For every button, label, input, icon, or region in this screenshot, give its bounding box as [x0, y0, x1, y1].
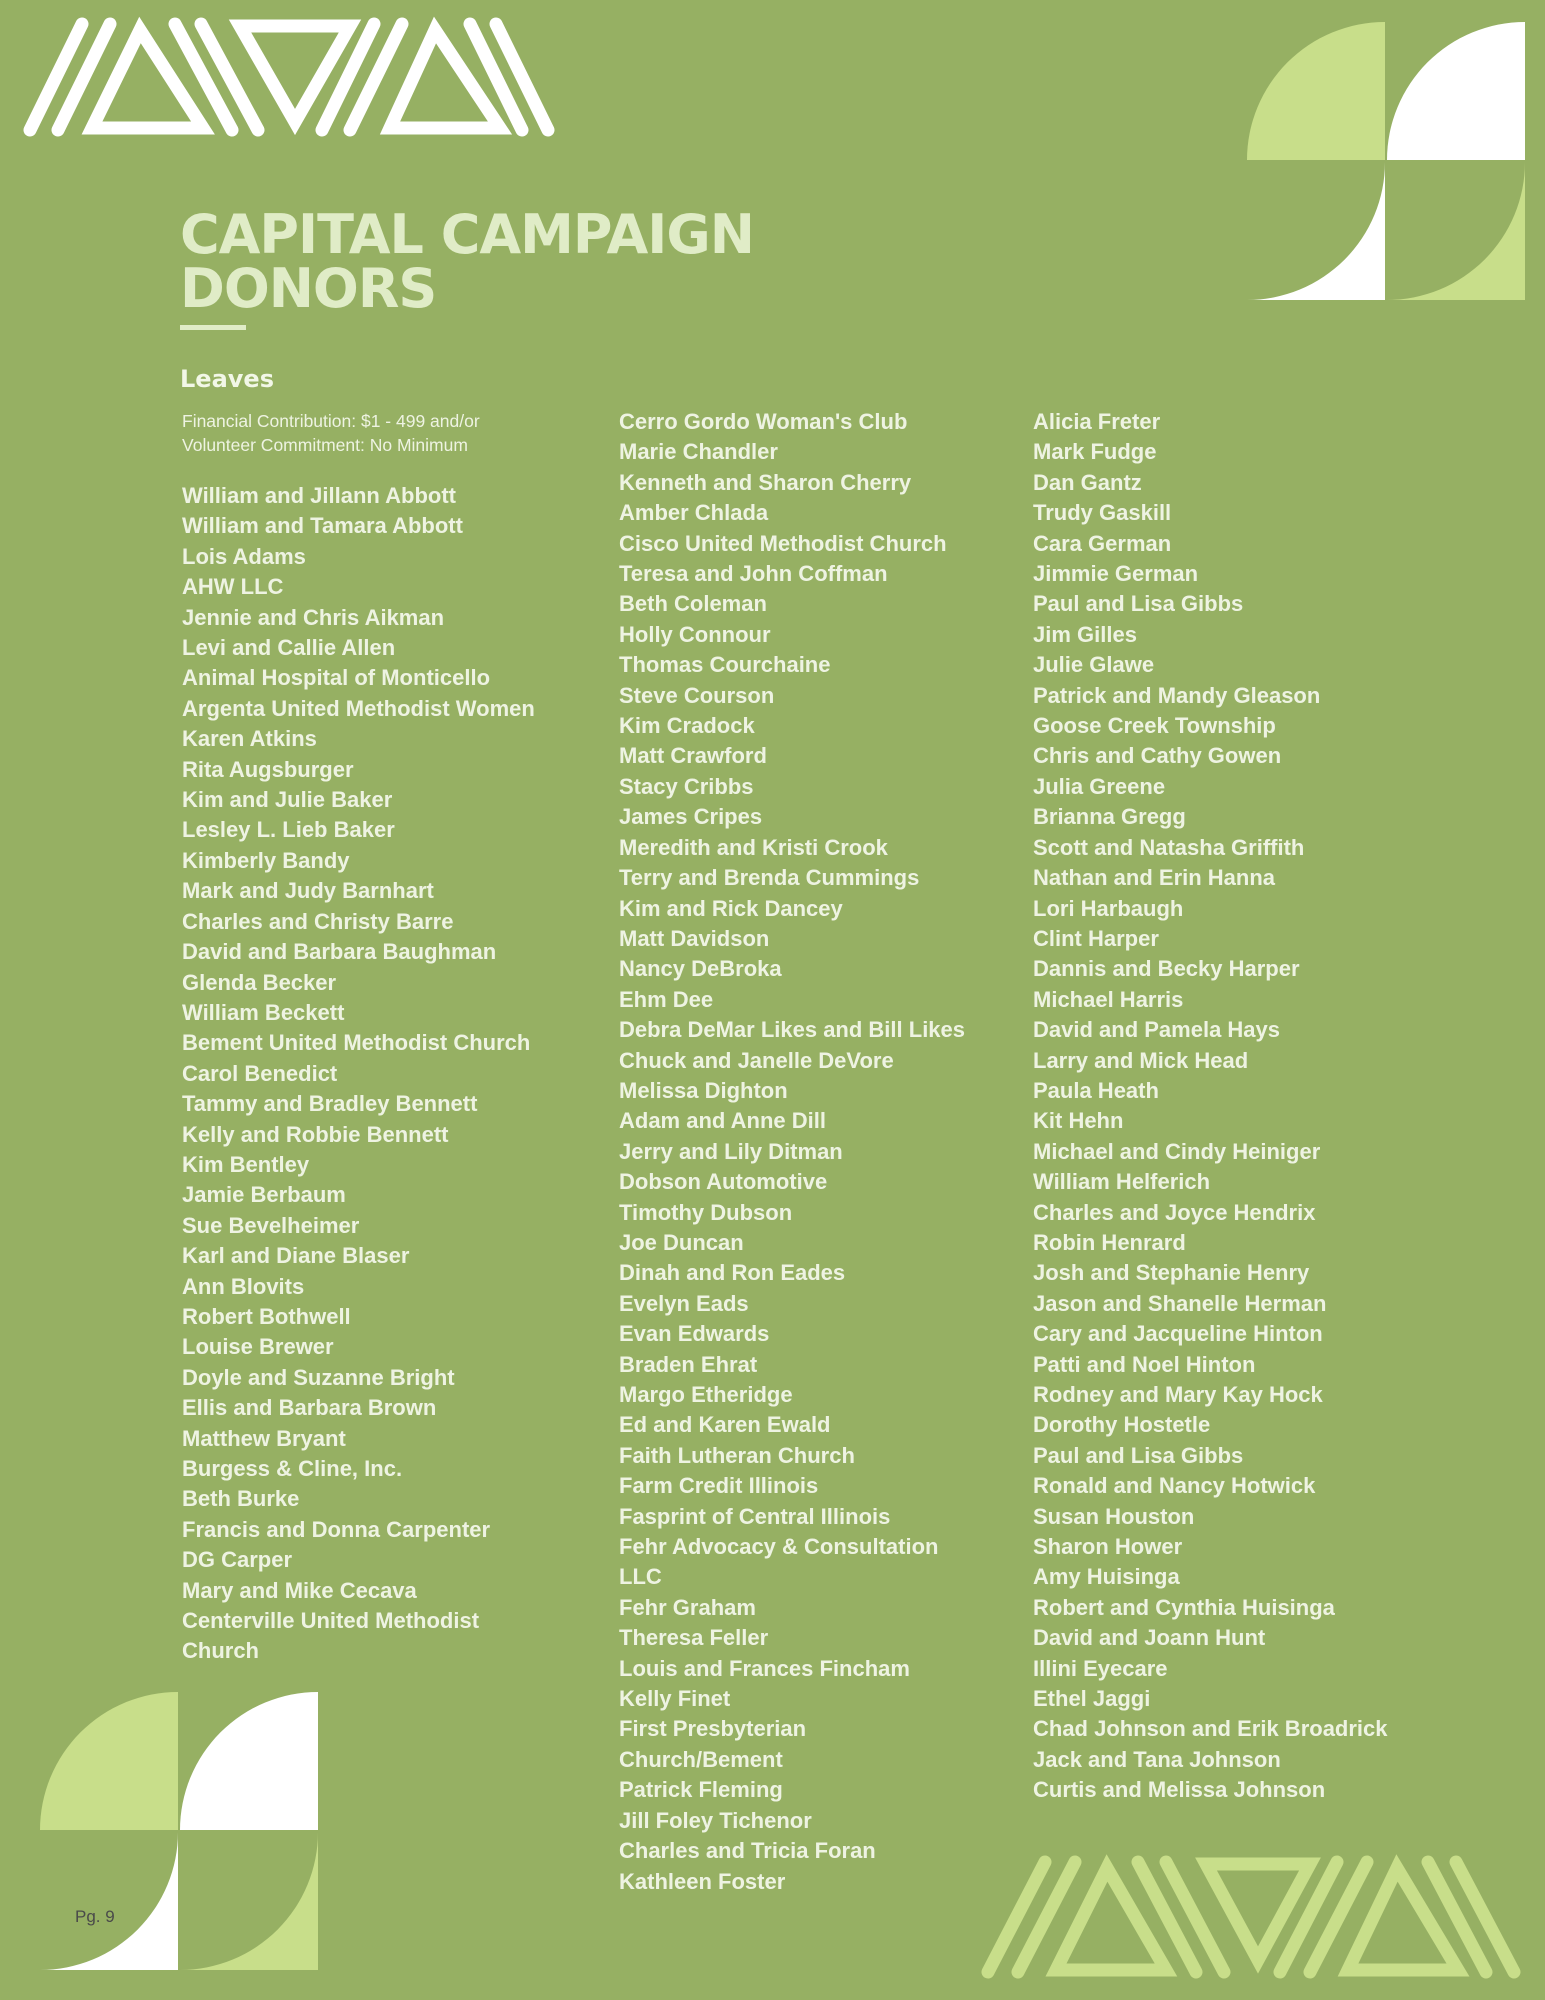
- donor-name: Rita Augsburger: [182, 756, 354, 782]
- donor-name: Kelly and Robbie Bennett: [182, 1121, 449, 1147]
- donor-name: AHW LLC: [182, 574, 284, 600]
- donor-name: Jack and Tana Johnson: [1033, 1746, 1281, 1772]
- donor-list-column-1: [182, 481, 535, 1667]
- donor-name: Kim and Julie Baker: [182, 787, 393, 813]
- top-right-quarter-circle-pattern: [1247, 22, 1525, 300]
- donor-name: Church: [182, 1638, 259, 1664]
- donor-name: Kim and Rick Dancey: [619, 895, 843, 921]
- donor-name: Fehr Graham: [619, 1594, 756, 1620]
- donor-name: Glenda Becker: [182, 969, 337, 995]
- donor-name: Charles and Tricia Foran: [619, 1838, 876, 1864]
- donor-name: Cerro Gordo Woman's Club: [619, 409, 908, 434]
- donor-name: Kathleen Foster: [619, 1868, 786, 1894]
- donor-name: Jimmie German: [1033, 561, 1199, 587]
- donor-name: Larry and Mick Head: [1033, 1047, 1249, 1073]
- page-title-line1: CAPITAL CAMPAIGN: [180, 203, 754, 266]
- donor-name: Francis and Donna Carpenter: [182, 1516, 491, 1542]
- donor-name: Marie Chandler: [619, 439, 778, 465]
- donor-name: Ed and Karen Ewald: [619, 1412, 831, 1438]
- donor-name: Braden Ehrat: [619, 1351, 758, 1377]
- donor-name: Levi and Callie Allen: [182, 635, 396, 661]
- financial-criteria: Financial Contribution: $1 - 499 and/or: [182, 411, 480, 431]
- donor-name: Tammy and Bradley Bennett: [182, 1091, 478, 1117]
- donor-name: Bement United Methodist Church: [182, 1030, 531, 1056]
- donor-name: LLC: [619, 1564, 662, 1590]
- donor-name: Charles and Joyce Hendrix: [1033, 1199, 1316, 1225]
- donor-name: Kit Hehn: [1033, 1108, 1124, 1134]
- donor-name: Patrick and Mandy Gleason: [1033, 682, 1321, 708]
- bottom-left-quarter-circle-pattern: [40, 1692, 318, 1970]
- donor-name: Robert Bothwell: [182, 1303, 351, 1329]
- donor-name: Patrick Fleming: [619, 1777, 783, 1803]
- donor-name: Ronald and Nancy Hotwick: [1033, 1473, 1316, 1499]
- donor-name: Faith Lutheran Church: [619, 1442, 855, 1468]
- donor-name: Mark and Judy Barnhart: [182, 878, 434, 904]
- donor-name: Kim Cradock: [619, 713, 755, 739]
- donor-name: Argenta United Methodist Women: [182, 695, 535, 721]
- donor-name: William Helferich: [1033, 1169, 1211, 1195]
- donor-name: Goose Creek Township: [1033, 713, 1276, 739]
- donor-name: Michael and Cindy Heiniger: [1033, 1138, 1321, 1164]
- donor-name: Dorothy Hostetle: [1033, 1412, 1211, 1438]
- donor-name: Robin Henrard: [1033, 1229, 1186, 1255]
- donor-name: William Beckett: [182, 999, 345, 1025]
- donor-name: Cary and Jacqueline Hinton: [1033, 1321, 1323, 1347]
- donor-name: Teresa and John Coffman: [619, 561, 888, 587]
- donor-name: Scott and Natasha Griffith: [1033, 834, 1305, 860]
- donor-name: Sharon Hower: [1033, 1534, 1183, 1560]
- donor-name: First Presbyterian: [619, 1716, 807, 1742]
- donor-name: Carol Benedict: [182, 1060, 338, 1086]
- donor-name: Paul and Lisa Gibbs: [1033, 1442, 1244, 1468]
- donor-name: Doyle and Suzanne Bright: [182, 1364, 455, 1390]
- donor-name: Brianna Gregg: [1033, 804, 1186, 830]
- donor-name: Ann Blovits: [182, 1273, 305, 1299]
- donor-name: Dannis and Becky Harper: [1033, 956, 1300, 982]
- donor-name: Evan Edwards: [619, 1321, 770, 1347]
- donor-name: Matthew Bryant: [182, 1425, 346, 1451]
- donor-name: Kelly Finet: [619, 1686, 731, 1712]
- donor-name: Kim Bentley: [182, 1151, 310, 1177]
- donor-name: Josh and Stephanie Henry: [1033, 1260, 1310, 1286]
- donor-name: Evelyn Eads: [619, 1290, 749, 1316]
- volunteer-criteria: Volunteer Commitment: No Minimum: [182, 435, 468, 455]
- bottom-right-triangle-pattern: [960, 1840, 1545, 2000]
- donor-name: Jill Foley Tichenor: [619, 1807, 812, 1833]
- donor-list-column-3: [1033, 407, 1388, 1806]
- donor-name: Stacy Cribbs: [619, 773, 754, 799]
- donor-name: William and Tamara Abbott: [182, 513, 463, 539]
- donor-name: Mark Fudge: [1033, 439, 1157, 465]
- donor-name: Thomas Courchaine: [619, 652, 831, 678]
- donor-name: David and Joann Hunt: [1033, 1625, 1266, 1651]
- page-number: Pg. 9: [75, 1907, 115, 1926]
- page-title-line2: DONORS: [180, 257, 437, 320]
- donor-name: Meredith and Kristi Crook: [619, 834, 888, 860]
- donor-name: Jennie and Chris Aikman: [182, 604, 445, 630]
- donor-name: Theresa Feller: [619, 1625, 769, 1651]
- donor-name: Holly Connour: [619, 621, 771, 647]
- donor-name: DG Carper: [182, 1547, 293, 1573]
- donor-name: Fehr Advocacy & Consultation: [619, 1534, 939, 1560]
- donor-name: Matt Davidson: [619, 925, 770, 951]
- donor-name: Illini Eyecare: [1033, 1655, 1168, 1681]
- tier-criteria: [182, 409, 480, 457]
- donor-name: Julia Greene: [1033, 773, 1166, 799]
- donor-name: Charles and Christy Barre: [182, 908, 454, 934]
- donor-name: Dan Gantz: [1033, 469, 1142, 495]
- donor-name: Farm Credit Illinois: [619, 1473, 819, 1499]
- donor-name: Mary and Mike Cecava: [182, 1577, 417, 1603]
- donor-name: Ehm Dee: [619, 986, 714, 1012]
- top-left-triangle-pattern: [0, 0, 600, 150]
- donor-name: Trudy Gaskill: [1033, 500, 1172, 526]
- donor-name: Karen Atkins: [182, 726, 317, 752]
- donor-name: Cisco United Methodist Church: [619, 530, 947, 556]
- donor-name: Lois Adams: [182, 543, 306, 569]
- donor-name: Michael Harris: [1033, 986, 1184, 1012]
- donor-name: Jim Gilles: [1033, 621, 1137, 647]
- donor-name: Steve Courson: [619, 682, 775, 708]
- donor-name: Karl and Diane Blaser: [182, 1243, 410, 1269]
- donor-name: Kenneth and Sharon Cherry: [619, 469, 912, 495]
- donor-name: Fasprint of Central Illinois: [619, 1503, 891, 1529]
- donor-name: Sue Bevelheimer: [182, 1212, 360, 1238]
- donor-name: William and Jillann Abbott: [182, 483, 456, 508]
- donor-name: Jason and Shanelle Herman: [1033, 1290, 1327, 1316]
- title-underline: [180, 325, 246, 330]
- donor-name: Louise Brewer: [182, 1334, 334, 1360]
- donor-name: Beth Burke: [182, 1486, 300, 1512]
- donor-name: Lori Harbaugh: [1033, 895, 1184, 921]
- donor-name: Robert and Cynthia Huisinga: [1033, 1594, 1335, 1620]
- donor-list-column-2: [619, 407, 965, 1897]
- donor-name: Debra DeMar Likes and Bill Likes: [619, 1017, 966, 1043]
- donor-name: Alicia Freter: [1033, 409, 1161, 434]
- donor-name: Cara German: [1033, 530, 1172, 556]
- donor-name: David and Barbara Baughman: [182, 939, 497, 965]
- donor-name: Kimberly Bandy: [182, 847, 350, 873]
- donor-name: Louis and Frances Fincham: [619, 1655, 910, 1681]
- donor-name: Amy Huisinga: [1033, 1564, 1180, 1590]
- donor-name: Dobson Automotive: [619, 1169, 828, 1195]
- donor-name: Matt Crawford: [619, 743, 767, 769]
- donor-name: Chad Johnson and Erik Broadrick: [1033, 1716, 1388, 1742]
- donor-name: Jerry and Lily Ditman: [619, 1138, 843, 1164]
- donor-name: Terry and Brenda Cummings: [619, 865, 920, 891]
- donor-name: Paul and Lisa Gibbs: [1033, 591, 1244, 617]
- donor-name: Ethel Jaggi: [1033, 1686, 1151, 1712]
- donor-name: Curtis and Melissa Johnson: [1033, 1777, 1326, 1803]
- donor-name: Adam and Anne Dill: [619, 1108, 826, 1134]
- donor-name: Melissa Dighton: [619, 1077, 788, 1103]
- donor-name: Church/Bement: [619, 1746, 783, 1772]
- donor-name: Susan Houston: [1033, 1503, 1195, 1529]
- donor-name: Chris and Cathy Gowen: [1033, 743, 1282, 769]
- donor-name: Beth Coleman: [619, 591, 767, 617]
- donor-name: Lesley L. Lieb Baker: [182, 817, 395, 843]
- donor-name: Nathan and Erin Hanna: [1033, 865, 1276, 891]
- donor-name: Joe Duncan: [619, 1229, 744, 1255]
- donor-name: Patti and Noel Hinton: [1033, 1351, 1256, 1377]
- donor-name: David and Pamela Hays: [1033, 1017, 1281, 1043]
- donor-name: Amber Chlada: [619, 500, 769, 526]
- donor-name: Margo Etheridge: [619, 1382, 793, 1407]
- donor-name: Dinah and Ron Eades: [619, 1260, 846, 1286]
- donor-name: Centerville United Methodist: [182, 1608, 480, 1634]
- donor-name: Julie Glawe: [1033, 652, 1155, 678]
- donor-name: Rodney and Mary Kay Hock: [1033, 1382, 1323, 1407]
- donor-name: Clint Harper: [1033, 925, 1159, 951]
- donor-name: Animal Hospital of Monticello: [182, 665, 491, 691]
- donor-name: Burgess & Cline, Inc.: [182, 1456, 403, 1481]
- donor-name: Nancy DeBroka: [619, 956, 782, 982]
- donor-tier-heading: Leaves: [180, 365, 274, 393]
- page-title: [180, 203, 754, 320]
- donor-name: Paula Heath: [1033, 1077, 1159, 1103]
- donor-name: James Cripes: [619, 804, 763, 830]
- donor-name: Jamie Berbaum: [182, 1182, 346, 1208]
- donor-name: Timothy Dubson: [619, 1199, 793, 1225]
- donor-name: Ellis and Barbara Brown: [182, 1395, 437, 1421]
- donor-name: Chuck and Janelle DeVore: [619, 1047, 894, 1073]
